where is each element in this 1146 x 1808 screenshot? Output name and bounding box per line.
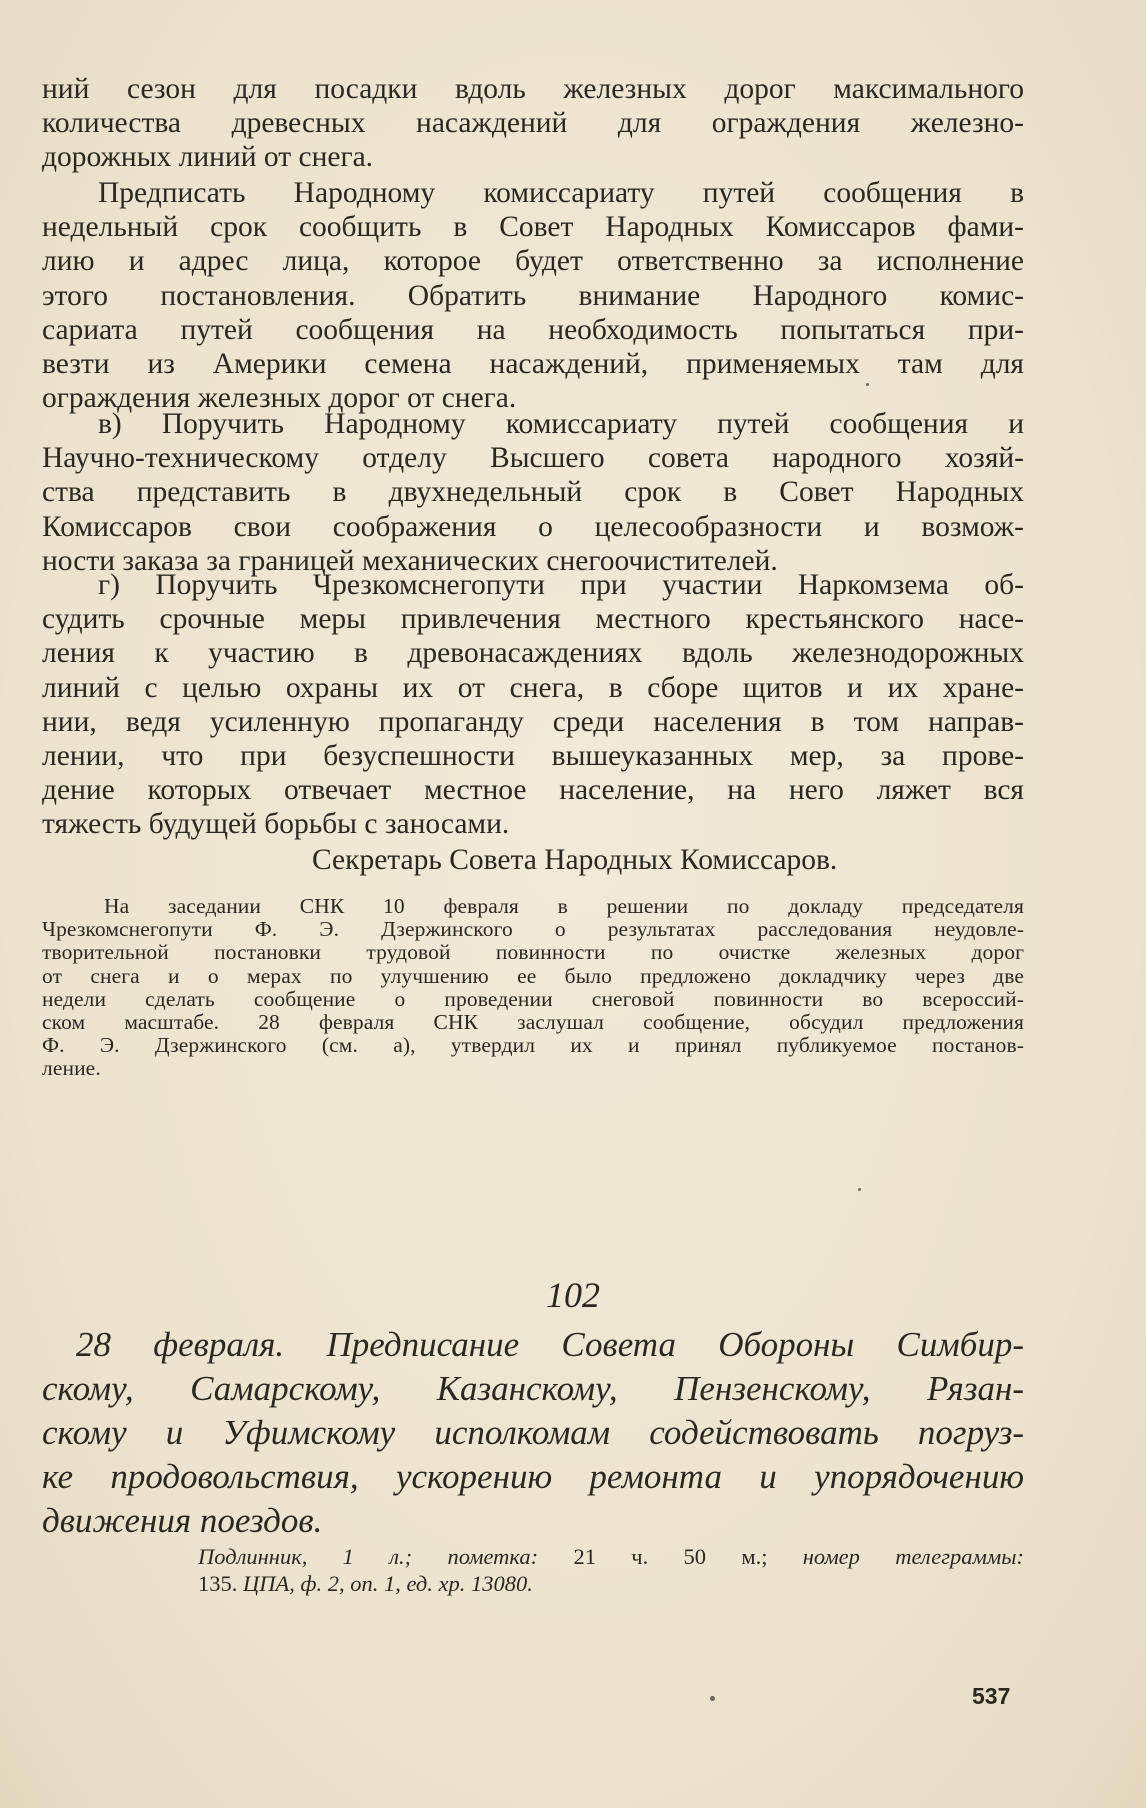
text-line: линий с целью охраны их от снега, в сборе щитов и их хране- [42, 671, 1024, 704]
text-line: недельный срок сообщить в Совет Народных Комиссаров фами- [42, 211, 1024, 244]
source-reference [198, 1543, 1024, 1597]
text-line: Комиссаров свои соображения о целесообразности и возмож- [42, 510, 1024, 543]
page-number: 537 [972, 1683, 1011, 1709]
heading-line: ке продовольствия, ускорению ремонта и упорядочению [42, 1457, 1024, 1496]
document-number: 102 [546, 1275, 600, 1315]
note-line: Ф. Э. Дзержинского (см. а), утвердил их и принял публикуемое постанов- [42, 1034, 1024, 1058]
note-line: ском масштабе. 28 февраля СНК заслушал сообщение, обсудил предложения [42, 1011, 1024, 1035]
text-line: дорожных линий от снега. [42, 141, 374, 174]
text-line: Предписать Народному комиссариату путей сообщения в [98, 177, 1024, 209]
source-archive: ЦПА, ф. 2, оп. 1, ед. хр. 13080. [243, 1571, 533, 1596]
note-line: Чрезкомснегопути Ф. Э. Дзержинского о результатах расследования неудовле- [42, 918, 1024, 942]
text-line: ства представить в двухнедельный срок в Совет Народных [42, 476, 1024, 509]
heading-line: скому, Самарскому, Казанскому, Пензенскому, Рязан- [42, 1369, 1024, 1408]
editorial-note [42, 895, 1024, 1081]
paragraph-continuation [42, 72, 1024, 175]
document-heading [42, 1323, 1024, 1543]
source-original: Подлинник, 1 л.; пометка: [198, 1544, 539, 1569]
text-line: судить срочные меры привлечения местного крестьянского насе- [42, 603, 1024, 636]
heading-line: 28 февраля. Предписание Совета Обороны Симбир- [76, 1325, 1024, 1364]
paper-speck [858, 1188, 861, 1191]
text-line: сариата путей сообщения на необходимость попытаться при- [42, 313, 1024, 346]
text-line: этого постановления. Обратить внимание Народного комис- [42, 279, 1024, 312]
text-line: в) Поручить Народному комиссариату путей сообщения и [98, 408, 1024, 440]
paragraph-prescribe [42, 176, 1024, 415]
text-line: ний сезон для посадки вдоль железных дорог максимального [42, 73, 1024, 105]
text-line: дение которых отвечает местное население, на него ляжет вся [42, 774, 1024, 807]
paper-speck [710, 1696, 715, 1701]
paper-speck [866, 383, 869, 386]
text-line: г) Поручить Чрезкомснегопути при участии Наркомзема об- [98, 569, 1024, 601]
text-line: количества древесных насаждений для ограждения железно- [42, 107, 1024, 140]
note-line: На заседании СНК 10 февраля в решении по докладу председателя [104, 895, 1024, 918]
paragraph-item-v [42, 407, 1024, 578]
text-line: лию и адрес лица, которое будет ответственно за исполнение [42, 245, 1024, 278]
source-line [198, 1570, 1024, 1597]
note-line: недели сделать сообщение о проведении снеговой повинности во всероссий- [42, 987, 1024, 1011]
text-line: ограждения железных дорог от снега. [42, 382, 517, 415]
note-line: ление. [42, 1057, 101, 1081]
signature-line: Секретарь Совета Народных Комиссаров. [312, 844, 838, 876]
text-line: везти из Америки семена насаждений, применяемых там для [42, 348, 1024, 381]
heading-line: скому и Уфимскому исполкомам содействовать погруз- [42, 1413, 1024, 1452]
source-mark-time: 21 ч. 50 м.; [573, 1544, 768, 1569]
source-line [198, 1543, 1024, 1570]
text-line: лении, что при безуспешности вышеуказанных мер, за прове- [42, 740, 1024, 773]
paragraph-item-g [42, 568, 1024, 842]
note-line: творительной постановки трудовой повинности по очистке железных дорог [42, 941, 1024, 965]
text-line: Научно-техническому отделу Высшего совета народного хозяй- [42, 442, 1024, 475]
source-telegram-label: номер телеграммы: [802, 1544, 1024, 1569]
text-line: нии, ведя усиленную пропаганду среди населения в том направ- [42, 705, 1024, 738]
note-line: от снега и о мерах по улучшению ее было предложено докладчику через две [42, 964, 1024, 988]
heading-line: движения поездов. [42, 1501, 323, 1540]
text-line: тяжесть будущей борьбы с заносами. [42, 808, 510, 841]
text-line: ления к участию в древонасаждениях вдоль железнодорожных [42, 637, 1024, 670]
text-line: ности заказа за границей механических снегоочистителей. [42, 544, 778, 577]
source-telegram-number: 135. [198, 1571, 238, 1596]
